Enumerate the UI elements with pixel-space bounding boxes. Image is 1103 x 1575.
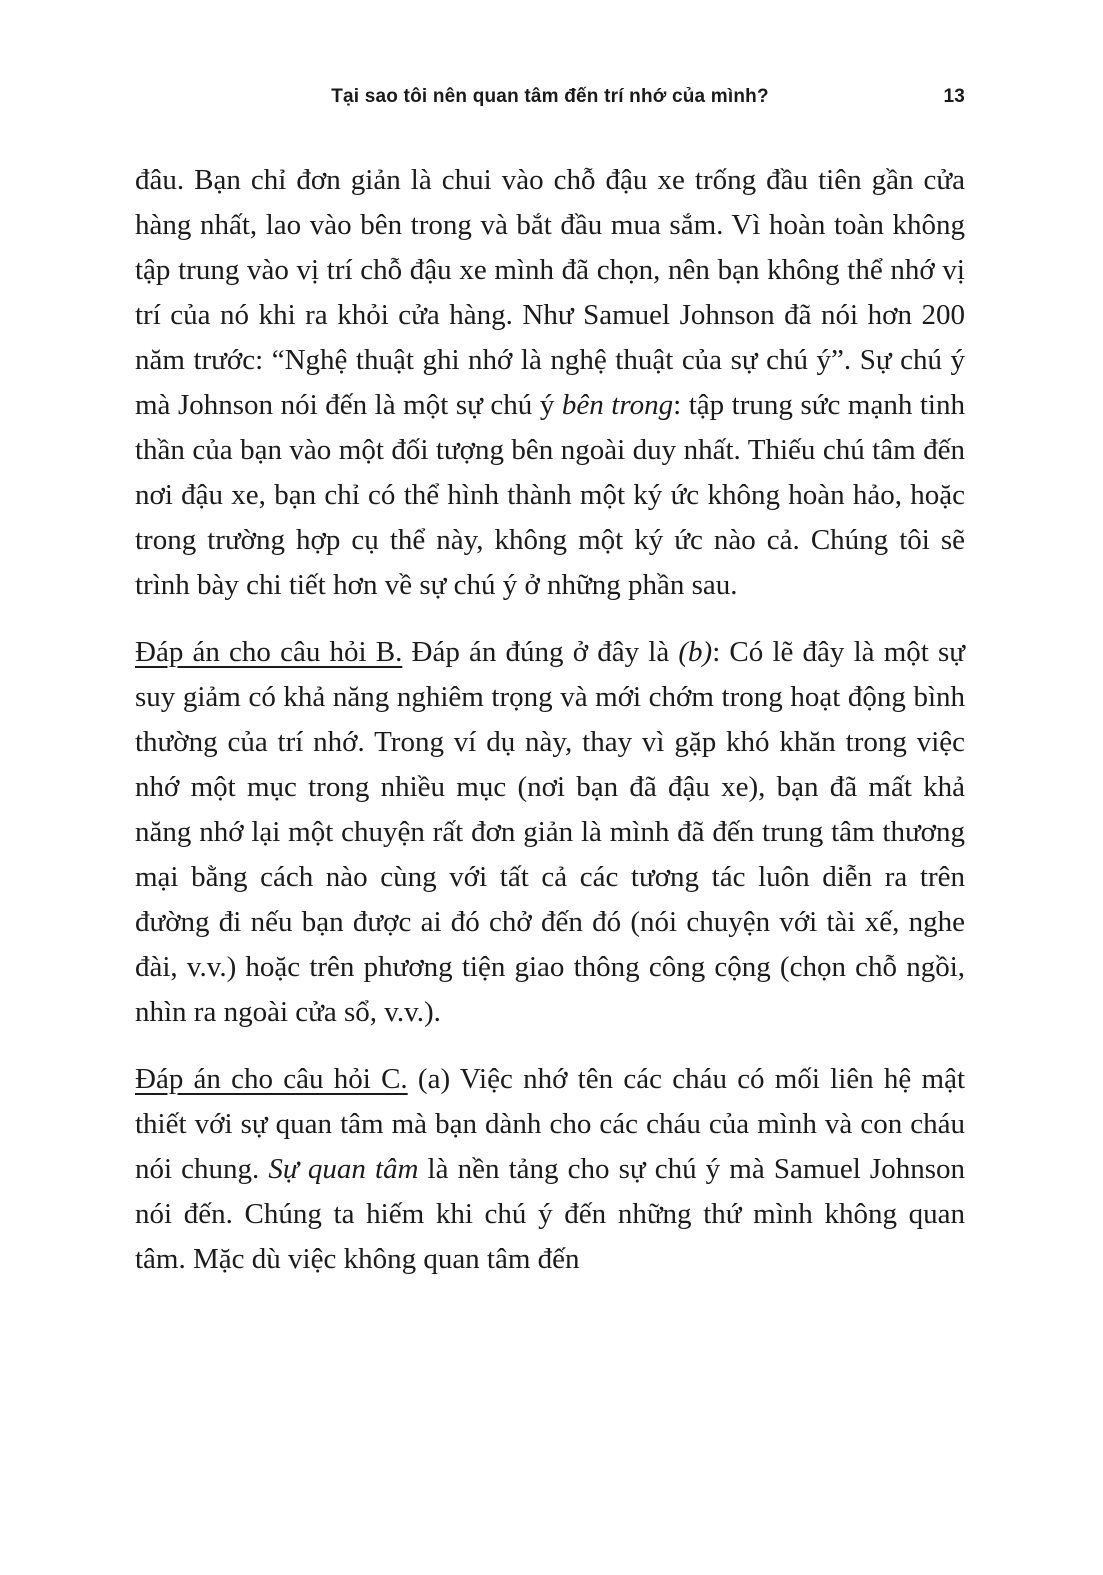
- text-segment: : Có lẽ đây là một sự suy giảm có khả năng nghiêm trọng và mới chớm trong hoạt động bình thường của trí nhớ. Trong ví dụ này, thay vì gặp khó khăn trong việc nhớ một mục trong nhiều mục (nơi bạn đã đậu xe), bạn đã mất khả năng nhớ lại một chuyện rất đơn giản là mình đã đến trung tâm thương mại bằng cách nào cùng với tất cả các tương tác luôn diễn ra trên đường đi nếu bạn được ai đó chở đến đó (nói chuyện với tài xế, nghe đài, v.v.) hoặc trên phương tiện giao thông công cộng (chọn chỗ ngồi, nhìn ra ngoài cửa sổ, v.v.).: [135, 636, 965, 1028]
- paragraph-continuation: [135, 158, 965, 608]
- italic-text-segment: Sự quan tâm: [268, 1153, 419, 1185]
- page-body: [135, 158, 965, 1282]
- paragraph-answer-b: [135, 630, 965, 1035]
- paragraph-answer-c: [135, 1057, 965, 1282]
- text-segment: : tập trung sức mạnh tinh thần của bạn vào một đối tượng bên ngoài duy nhất. Thiếu chú tâm đến nơi đậu xe, bạn chỉ có thể hình thành một ký ức không hoàn hảo, hoặc trong trường hợp cụ thể này, không một ký ức nào cả. Chúng tôi sẽ trình bày chi tiết hơn về sự chú ý ở những phần sau.: [135, 389, 965, 601]
- italic-text-segment: (b): [678, 636, 713, 668]
- page-header: [135, 86, 965, 108]
- text-segment: đâu. Bạn chỉ đơn giản là chui vào chỗ đậu xe trống đầu tiên gần cửa hàng nhất, lao vào bên trong và bắt đầu mua sắm. Vì hoàn toàn không tập trung vào vị trí chỗ đậu xe mình đã chọn, nên bạn không thể nhớ vị trí của nó khi ra khỏi cửa hàng. Như Samuel Johnson đã nói hơn 200 năm trước: “Nghệ thuật ghi nhớ là nghệ thuật của sự chú ý”. Sự chú ý mà Johnson nói đến là một sự chú ý: [135, 164, 965, 421]
- page-number: 13: [943, 86, 965, 107]
- text-segment: Đáp án đúng ở đây là: [402, 636, 679, 668]
- text-segment: (a) Việc nhớ tên các cháu có mối liên hệ mật thiết với sự quan tâm mà bạn dành cho các cháu của mình và con cháu nói chung.: [135, 1063, 965, 1185]
- text-segment: là nền tảng cho sự chú ý mà Samuel Johnson nói đến. Chúng ta hiếm khi chú ý đến những thứ mình không quan tâm. Mặc dù việc không quan tâm đến: [135, 1153, 965, 1275]
- underlined-answer-label: Đáp án cho câu hỏi C.: [135, 1063, 408, 1095]
- underlined-answer-label: Đáp án cho câu hỏi B.: [135, 636, 403, 668]
- running-title: Tại sao tôi nên quan tâm đến trí nhớ của mình?: [331, 86, 769, 107]
- italic-text-segment: bên trong: [561, 389, 674, 421]
